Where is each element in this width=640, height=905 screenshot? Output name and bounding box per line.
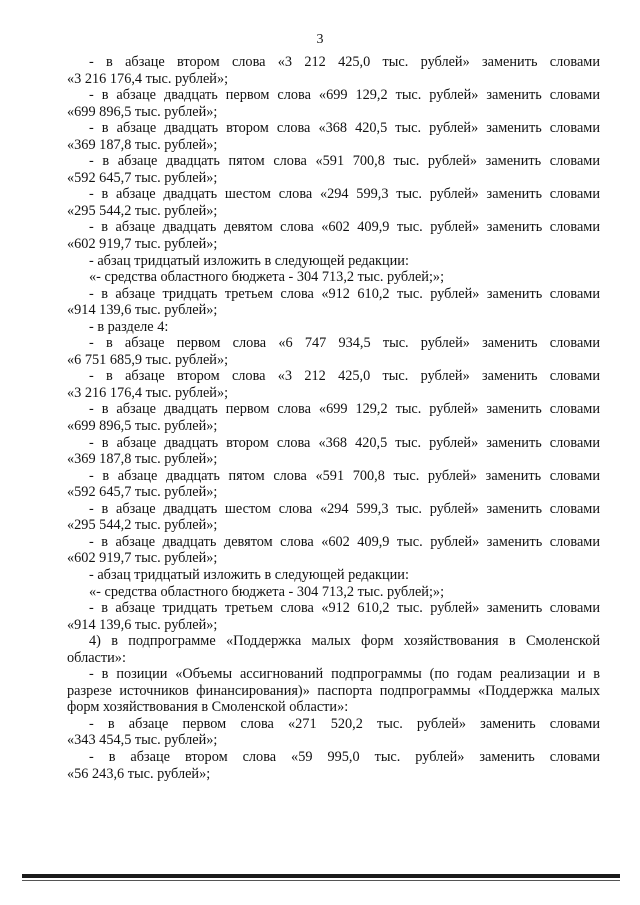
text-line: - в абзаце двадцать первом слова «699 129,2 тыс. рублей» заменить словами: [89, 401, 600, 418]
text-line: «699 896,5 тыс. рублей»;: [67, 103, 218, 120]
text-line: - в абзаце двадцать девятом слова «602 409,9 тыс. рублей» заменить словами: [89, 219, 600, 236]
text-line: «- средства областного бюджета - 304 713,2 тыс. рублей;»;: [89, 269, 445, 286]
text-line: - в абзаце двадцать шестом слова «294 599,3 тыс. рублей» заменить словами: [89, 186, 600, 203]
text-line: «592 645,7 тыс. рублей»;: [67, 484, 218, 501]
text-line: - абзац тридцатый изложить в следующей редакции:: [89, 566, 409, 583]
text-line: «914 139,6 тыс. рублей»;: [67, 616, 218, 633]
text-line: - в абзаце двадцать пятом слова «591 700,8 тыс. рублей» заменить словами: [89, 153, 600, 170]
text-line: - в позиции «Объемы ассигнований подпрограммы (по годам реализации и в: [89, 666, 600, 683]
text-line: «6 751 685,9 тыс. рублей»;: [67, 351, 229, 368]
text-line: - в абзаце первом слова «271 520,2 тыс. рублей» заменить словами: [89, 715, 600, 732]
text-line: - в абзаце втором слова «3 212 425,0 тыс. рублей» заменить словами: [89, 54, 600, 70]
bottom-rule: [22, 874, 620, 878]
text-line: «699 896,5 тыс. рублей»;: [67, 418, 218, 435]
text-line: «295 544,2 тыс. рублей»;: [67, 517, 218, 534]
text-line: - в абзаце двадцать шестом слова «294 599,3 тыс. рублей» заменить словами: [89, 500, 600, 517]
text-line: 4) в подпрограмме «Поддержка малых форм хозяйствования в Смоленской: [89, 633, 600, 650]
text-line: «3 216 176,4 тыс. рублей»;: [67, 70, 229, 87]
text-line: «914 139,6 тыс. рублей»;: [67, 302, 218, 319]
text-line: - в абзаце втором слова «59 995,0 тыс. рублей» заменить словами: [89, 748, 600, 765]
text-line: - в абзаце двадцать девятом слова «602 409,9 тыс. рублей» заменить словами: [89, 533, 600, 550]
text-line: - в абзаце тридцать третьем слова «912 610,2 тыс. рублей» заменить словами: [89, 600, 600, 617]
text-line: «3 216 176,4 тыс. рублей»;: [67, 384, 229, 401]
document-body: [67, 54, 600, 782]
text-line: - в абзаце двадцать втором слова «368 420,5 тыс. рублей» заменить словами: [89, 120, 600, 137]
text-line: области»:: [67, 649, 126, 666]
text-line: - в разделе 4:: [89, 318, 169, 335]
text-line: - в абзаце двадцать втором слова «368 420,5 тыс. рублей» заменить словами: [89, 434, 600, 451]
text-line: - в абзаце тридцать третьем слова «912 610,2 тыс. рублей» заменить словами: [89, 285, 600, 302]
text-line: форм хозяйствования в Смоленской области»:: [67, 699, 349, 716]
text-line: разрезе источников финансирования)» паспорта подпрограммы «Поддержка малых: [67, 682, 600, 699]
page-number: 3: [316, 32, 324, 47]
text-line: - абзац тридцатый изложить в следующей редакции:: [89, 252, 409, 269]
text-line: «295 544,2 тыс. рублей»;: [67, 202, 218, 219]
text-line: «602 919,7 тыс. рублей»;: [67, 550, 218, 567]
text-line: «56 243,6 тыс. рублей»;: [67, 765, 211, 782]
bottom-rule-thin: [22, 880, 620, 881]
text-line: «592 645,7 тыс. рублей»;: [67, 169, 218, 186]
text-line: - в абзаце втором слова «3 212 425,0 тыс. рублей» заменить словами: [89, 368, 600, 385]
text-line: - в абзаце двадцать пятом слова «591 700,8 тыс. рублей» заменить словами: [89, 467, 600, 484]
text-line: «- средства областного бюджета - 304 713,2 тыс. рублей;»;: [89, 583, 445, 600]
text-line: - в абзаце первом слова «6 747 934,5 тыс. рублей» заменить словами: [89, 335, 600, 352]
text-line: «602 919,7 тыс. рублей»;: [67, 236, 218, 253]
text-line: «343 454,5 тыс. рублей»;: [67, 732, 218, 749]
text-line: «369 187,8 тыс. рублей»;: [67, 136, 218, 153]
text-line: - в абзаце двадцать первом слова «699 129,2 тыс. рублей» заменить словами: [89, 87, 600, 104]
text-line: «369 187,8 тыс. рублей»;: [67, 451, 218, 468]
